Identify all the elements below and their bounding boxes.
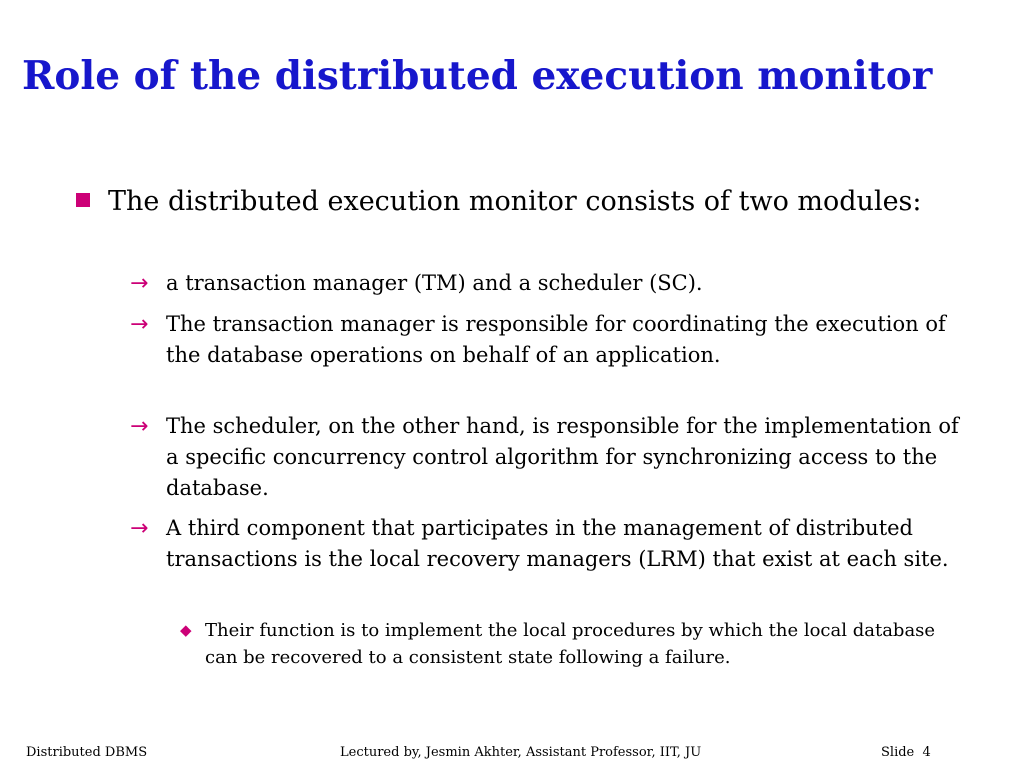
sub-bullet-text: a transaction manager (TM) and a scheduler (SC).	[166, 271, 703, 295]
arrow-bullet-icon: →	[130, 414, 149, 439]
diamond-bullet-icon: ◆	[180, 621, 192, 639]
footer-lecturer: Lectured by, Jesmin Akhter, Assistant Professor, IIT, JU	[340, 745, 702, 760]
footer-slide-number: Slide 4	[881, 745, 931, 760]
arrow-bullet-icon: →	[130, 516, 149, 541]
arrow-bullet-icon: →	[130, 312, 149, 337]
slide-title: Role of the distributed execution monitor	[22, 53, 933, 99]
sub-bullet-text: A third component that participates in the management of distributed transactions is the local recovery managers (LRM) that exist at each site.	[166, 516, 949, 571]
sub-sub-bullet-text: Their function is to implement the local procedures by which the local database can be recovered to a consistent state following a failure.	[205, 620, 936, 668]
footer-course: Distributed DBMS	[26, 745, 148, 760]
square-bullet-icon	[76, 193, 90, 207]
bullet-level1-text: The distributed execution monitor consists of two modules:	[108, 186, 922, 217]
sub-bullet-text: The scheduler, on the other hand, is responsible for the implementation of a specific concurrency control algorithm for synchronizing access to the database.	[166, 414, 959, 500]
sub-bullet-text: The transaction manager is responsible for coordinating the execution of the database operations on behalf of an application.	[166, 312, 946, 367]
arrow-bullet-icon: →	[130, 271, 149, 296]
